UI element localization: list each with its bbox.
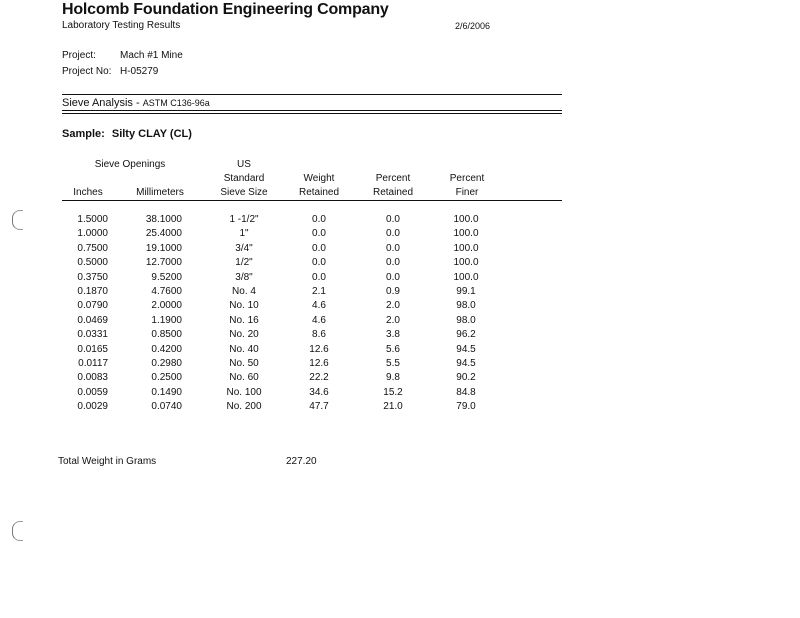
cell-inches: 0.0083 [77,372,108,384]
total-weight-value: 227.20 [286,456,317,467]
project-no-label: Project No: [62,66,112,77]
cell-sieve-size: 3/8" [235,271,253,283]
cell-percent-finer: 100.0 [453,257,479,269]
cell-sieve-size: No. 200 [226,401,262,413]
cell-percent-retained: 0.0 [386,257,400,269]
cell-millimeters: 0.0740 [151,401,182,413]
cell-sieve-size: No. 20 [229,329,259,341]
cell-inches: 0.0790 [77,300,108,312]
cell-inches: 0.0331 [77,329,108,341]
cell-percent-finer: 99.1 [456,286,476,297]
cell-inches: 0.7500 [77,242,108,254]
cell-millimeters: 0.4200 [151,343,182,355]
cell-percent-finer: 98.0 [456,300,476,312]
cell-percent-retained: 2.0 [386,314,400,326]
us-header: US [237,159,251,170]
cell-weight-retained: 8.6 [312,329,326,341]
cell-sieve-size: 3/4" [235,242,253,254]
cell-inches: 0.0059 [77,386,108,398]
cell-percent-finer: 79.0 [456,401,476,413]
cell-percent-retained: 15.2 [383,386,403,398]
cell-weight-retained: 0.0 [312,271,326,283]
cell-percent-retained: 5.6 [386,343,400,355]
cell-weight-retained: 4.6 [312,300,326,312]
cell-inches: 0.1870 [77,286,108,297]
cell-millimeters: 38.1000 [145,214,182,225]
cell-percent-retained: 5.5 [386,358,400,369]
cell-percent-retained: 9.8 [386,372,400,384]
project-label: Project: [62,50,96,61]
cell-millimeters: 2.0000 [151,300,182,312]
percent-finer-header-1: Percent [449,173,485,184]
company-name: Holcomb Foundation Engineering Company [62,1,389,18]
cell-millimeters: 12.7000 [145,257,182,269]
table-header-rule [62,200,562,201]
cell-percent-finer: 100.0 [453,242,479,254]
cell-sieve-size: No. 4 [232,286,256,297]
cell-weight-retained: 0.0 [312,228,326,240]
cell-sieve-size: No. 10 [229,300,259,312]
cell-millimeters: 1.1900 [151,314,182,326]
report-subtitle: Laboratory Testing Results [62,20,181,31]
cell-weight-retained: 0.0 [312,242,326,254]
cell-millimeters: 0.1490 [151,386,182,398]
cell-percent-retained: 0.0 [386,214,400,225]
percent-retained-header-2: Retained [372,187,414,198]
cell-sieve-size: No. 40 [229,343,259,355]
cell-millimeters: 0.2500 [151,372,182,384]
cell-sieve-size: No. 16 [229,314,259,326]
millimeters-header: Millimeters [136,187,184,198]
project-value: Mach #1 Mine [120,50,183,61]
percent-finer-header-2: Finer [455,187,479,198]
cell-weight-retained: 12.6 [309,358,329,369]
cell-percent-retained: 0.0 [386,271,400,283]
cell-percent-retained: 0.0 [386,228,400,240]
cell-inches: 0.0165 [77,343,108,355]
cell-weight-retained: 12.6 [309,343,329,355]
cell-sieve-size: 1/2" [235,257,253,269]
inches-header: Inches [73,187,103,198]
cell-inches: 1.5000 [77,214,108,225]
section-title [62,97,210,109]
cell-millimeters: 4.7600 [151,286,182,297]
cell-percent-retained: 21.0 [383,401,403,413]
project-no-value: H-05279 [120,66,159,77]
cell-millimeters: 0.2980 [151,358,182,369]
cell-percent-finer: 94.5 [456,358,476,369]
cell-percent-retained: 0.0 [386,242,400,254]
punch-mark-top [12,210,23,230]
cell-percent-finer: 96.2 [456,329,476,341]
cell-percent-finer: 100.0 [453,214,479,225]
cell-weight-retained: 0.0 [312,257,326,269]
cell-millimeters: 0.8500 [151,329,182,341]
sample-value: Silty CLAY (CL) [111,128,192,140]
report-date: 2/6/2006 [455,21,491,31]
cell-millimeters: 19.1000 [145,242,182,254]
section-standard: ASTM C136-96a [142,98,210,108]
cell-inches: 1.0000 [77,228,108,240]
cell-percent-finer: 90.2 [456,372,476,384]
cell-percent-finer: 84.8 [456,386,476,398]
cell-percent-finer: 100.0 [453,228,479,240]
section-bottom-rule-2 [62,113,562,114]
cell-inches: 0.3750 [77,271,108,283]
cell-sieve-size: No. 50 [229,358,259,369]
cell-inches: 0.0117 [78,358,108,369]
cell-sieve-size: 1" [239,228,249,240]
sieve-size-header: Sieve Size [220,187,268,198]
punch-mark-bottom [12,521,23,541]
weight-header: Weight [303,173,335,184]
cell-inches: 0.5000 [77,257,108,269]
cell-percent-finer: 94.5 [456,343,476,355]
cell-weight-retained: 22.2 [309,372,329,384]
section-title-text: Sieve Analysis - [62,97,143,109]
sample-label: Sample: [62,128,105,140]
total-weight-label: Total Weight in Grams [58,456,157,467]
sample-line [62,128,192,140]
cell-millimeters: 25.4000 [145,228,182,240]
cell-percent-finer: 100.0 [453,271,479,283]
cell-percent-retained: 2.0 [386,300,400,312]
sieve-openings-header: Sieve Openings [94,159,166,170]
cell-inches: 0.0469 [77,314,108,326]
cell-weight-retained: 47.7 [309,401,329,413]
weight-retained-header: Retained [298,187,340,198]
cell-sieve-size: 1 -1/2" [229,214,259,225]
section-top-rule [62,94,562,95]
cell-percent-retained: 0.9 [386,286,400,297]
cell-weight-retained: 34.6 [309,386,329,398]
cell-percent-finer: 98.0 [456,314,476,326]
percent-retained-header-1: Percent [375,173,411,184]
standard-header: Standard [223,173,265,184]
cell-millimeters: 9.5200 [151,271,182,283]
section-bottom-rule [62,110,562,111]
cell-percent-retained: 3.8 [386,329,400,341]
cell-sieve-size: No. 100 [226,386,262,398]
cell-weight-retained: 4.6 [312,314,326,326]
cell-inches: 0.0029 [77,401,108,413]
cell-weight-retained: 0.0 [312,214,326,225]
cell-sieve-size: No. 60 [229,372,259,384]
cell-weight-retained: 2.1 [312,286,326,297]
